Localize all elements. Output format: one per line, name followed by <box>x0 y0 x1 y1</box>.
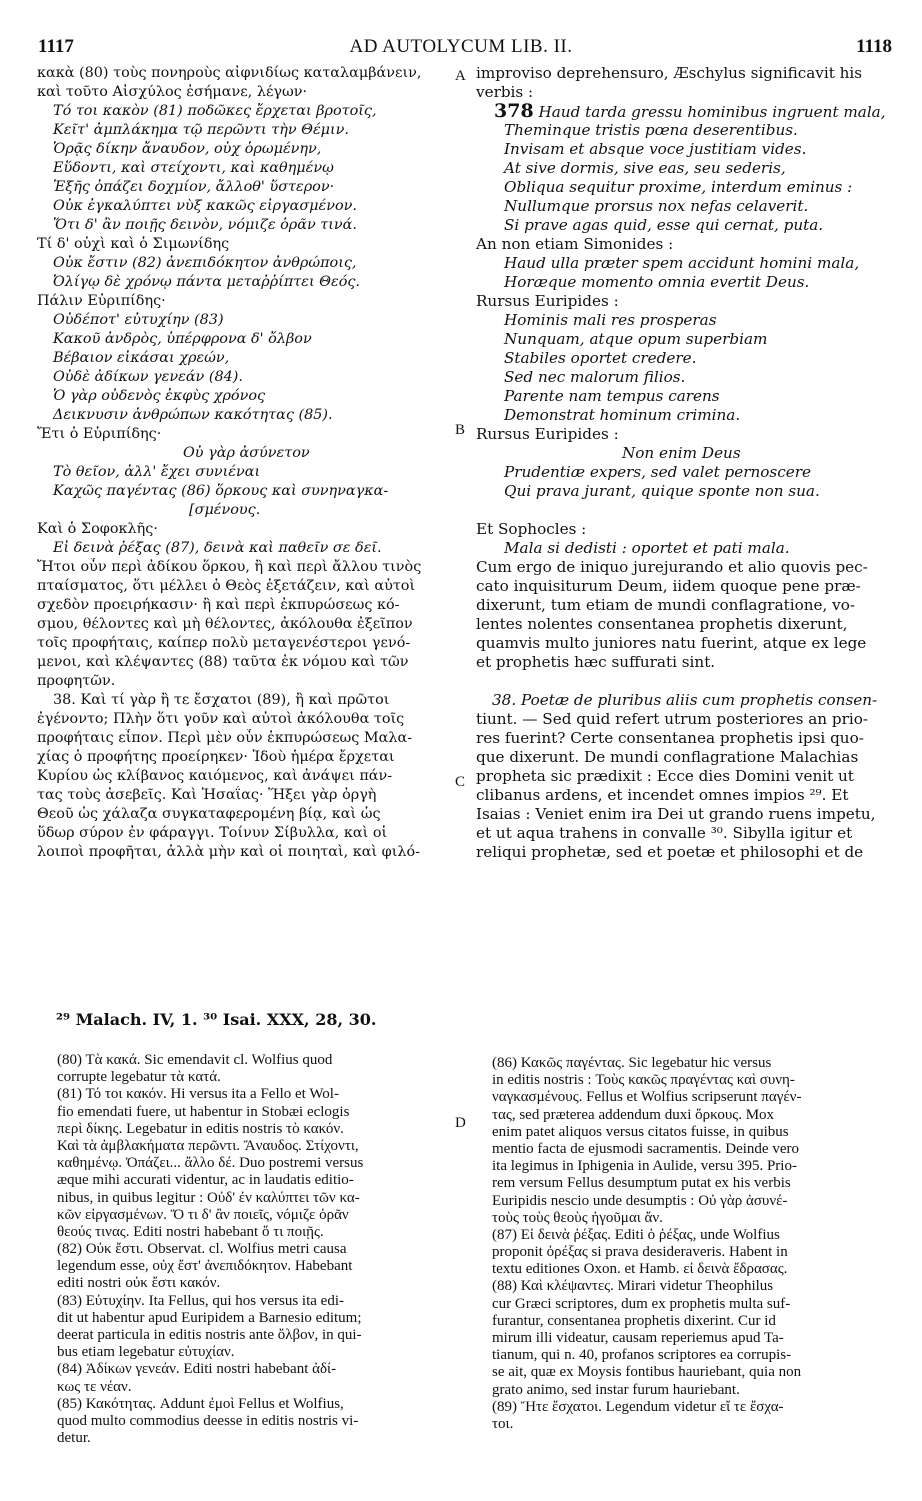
text-line: κακὰ (80) τοὺς πονηροὺς αἰφνιδίως καταλαμβάνειν, <box>37 65 422 81</box>
note-line: se ait, quæ ex Moysis fontibus hauriebant, quia non <box>492 1364 802 1381</box>
note-line: quod multo commodius deesse in editis nostris vi- <box>57 1412 359 1429</box>
text-line: Stabiles oportet credere. <box>504 349 697 367</box>
text-line: Haud ulla præter spem accidunt homini mala, <box>504 254 860 272</box>
note-line: bus etiam legebatur εὐτυχίαν. <box>57 1344 235 1361</box>
note-line: (84) Ἀδίκων γενεάν. Editi nostri habebant ἀδί- <box>57 1361 337 1378</box>
text-line: Ἔτι ὁ Εὐριπίδης· <box>37 426 162 442</box>
text-line: Οὐδὲ ἀδίκων γενεάν (84). <box>53 369 243 385</box>
note-line: καθημένῳ. Ὀπάζει... ἄλλο δέ. Duo postremi versus <box>57 1155 364 1172</box>
text-line <box>476 501 892 520</box>
text-line: Ὁρᾷς δίκην ἄναυδον, οὐχ ὁρωμένην, <box>53 141 322 157</box>
text-line: quamvis multo juniores natu fuerint, atque ex lege <box>476 634 867 652</box>
column-number: 378 <box>494 102 534 121</box>
text-line: Qui prava jurant, quique sponte non sua. <box>504 482 820 500</box>
text-line: Οὐ γὰρ ἀσύνετον <box>183 445 310 461</box>
text-line: Theminque tristis pœna deserentibus. <box>504 121 798 139</box>
text-line <box>476 672 892 691</box>
text-line: Parente nam tempus carens <box>504 387 720 405</box>
text-line: Κακοῦ ἀνδρὸς, ὑπέρφρονα δ' ὄλβον <box>53 331 312 347</box>
text-line: Invisam et absque voce justitiam vides. <box>504 140 807 158</box>
text-line: σχεδὸν προειρήκασιν· ἢ καὶ περὶ ἐκπυρώσεως κό- <box>37 597 400 613</box>
note-line: (85) Κακότητας. Addunt ἐμοὶ Fellus et Wolfius, <box>57 1395 344 1412</box>
margin-letter-a: A <box>455 68 466 84</box>
text-line: reliqui prophetæ, sed et poetæ et philosophi et de <box>476 843 864 861</box>
note-line: τοὺς τοὺς θεοὺς ἡγοῦμαι ἄν. <box>492 1209 663 1226</box>
text-line: Si prave agas quid, esse qui cernat, puta. <box>504 216 824 234</box>
text-line: Sed nec malorum filios. <box>504 368 686 386</box>
latin-text-column <box>476 64 892 862</box>
text-line: πταίσματος, ὅτι μέλλει ὁ Θεὸς ἐξετάζειν, καὶ αὐτοὶ <box>37 578 416 594</box>
text-line: Θεοῦ ὡς χάλαζα συγκαταφερομένη βίᾳ, καὶ ὡς <box>37 806 381 822</box>
margin-letter-d: D <box>455 1115 466 1131</box>
note-line: æque mihi accurati videntur, ac in laudatis editio- <box>57 1172 354 1189</box>
text-line: Ἐξῆς ὀπάζει δοχμίον, ἄλλοθ' ὕστερον· <box>53 179 335 195</box>
text-line: τοῖς προφήταις, καίπερ πολὺ μεταγενέστεροι γενό- <box>37 635 411 651</box>
note-line: in editis nostris : Τοὺς κακῶς πραγέντας καὶ συνη- <box>492 1072 795 1089</box>
margin-letter-b: B <box>455 422 466 438</box>
note-line: dit ut habentur apud Euripidem a Barnesio editum; <box>57 1309 362 1326</box>
note-line: (86) Κακῶς παγέντας. Sic legebatur hic versus <box>492 1055 772 1071</box>
note-line: grato animo, sed instar furum hauriebant. <box>492 1381 740 1398</box>
note-line: fio emendati fuere, ut habentur in Stobæi eclogis <box>57 1103 350 1120</box>
text-line: Βέβαιον εἰκάσαι χρεών, <box>53 350 230 366</box>
text-line: ἐγένοντο; Πλὴν ὅτι γοῦν καὶ αὐτοὶ ἀκόλουθα τοῖς <box>37 711 405 727</box>
note-line: corrupte legebatur τὰ κατά. <box>57 1069 221 1086</box>
text-line: Nullumque prorsus nox nefas celaverit. <box>504 197 809 215</box>
text-line: Πάλιν Εὐριπίδης· <box>37 293 166 309</box>
running-title: AD AUTOLYCUM LIB. II. <box>349 36 573 57</box>
text-line: 38. Poetæ de pluribus aliis cum prophetis consen- <box>492 691 878 709</box>
note-line: editi nostri οὐκ ἔστι κακόν. <box>57 1275 221 1292</box>
text-line: 38. Καὶ τί γὰρ ἢ τε ἔσχατοι (89), ἢ καὶ πρῶτοι <box>53 692 390 708</box>
note-line: nibus, in quibus legitur : Οὐδ' ἐν καλύπτει τῶν κα- <box>57 1189 360 1206</box>
text-line: μενοι, καὶ κλέψαντες (88) ταῦτα ἐκ νόμου καὶ τῶν <box>37 654 409 670</box>
text-line: καὶ τοῦτο Αἰσχύλος ἐσήμανε, λέγων· <box>37 84 308 100</box>
text-line: Non enim Deus <box>622 444 741 462</box>
text-line: Εὕδοντι, καὶ στείχοντι, καὶ καθημένῳ <box>53 160 334 176</box>
text-line: Ὁ γὰρ οὐδενὸς ἐκφὺς χρόνος <box>53 388 266 404</box>
note-line: περὶ δίκης. Legebatur in editis nostris τὸ κακόν. <box>57 1120 344 1137</box>
text-line: Rursus Euripides : <box>476 292 619 310</box>
text-line: Horæque momento omnia evertit Deus. <box>504 273 810 291</box>
text-line: Nunquam, atque opum superbiam <box>504 330 768 348</box>
text-line: προφητῶν. <box>37 673 116 689</box>
note-line: (81) Τό τοι κακόν. Hi versus ita a Fello et Wol- <box>57 1086 339 1103</box>
running-header <box>0 34 922 64</box>
text-line: Ἤτοι οὖν περὶ ἀδίκου ὅρκου, ἢ καὶ περὶ ἄλλου τινὸς <box>37 559 422 575</box>
text-line: dixerunt, tum etiam de mundi conflagratione, vo- <box>476 596 856 614</box>
notes-column-left <box>57 1052 469 1447</box>
text-line: et ut aqua trahens in convalle ³⁰. Sibylla igitur et <box>476 824 853 842</box>
text-line: Ὀλίγῳ δὲ χρόνῳ πάντα μεταῤῥίπτει Θεός. <box>53 274 361 290</box>
text-line: At sive dormis, sive eas, seu sederis, <box>504 159 786 177</box>
text-line: clibanus ardens, et incendet omnes impios ²⁹. Et <box>476 786 849 804</box>
note-line: textu editiones Oxon. et Hamb. εἰ δεινὰ ἔδρασας. <box>492 1261 788 1278</box>
text-line: propheta sic prædixit : Ecce dies Domini venit ut <box>476 767 854 785</box>
greek-text-column <box>37 64 462 862</box>
text-line: que dixerunt. De mundi conflagratione Malachias <box>476 748 859 766</box>
text-line: Mala si dedisti : oportet et pati mala. <box>504 539 790 557</box>
text-line: σμου, θέλοντες καὶ μὴ θέλοντες, ἀκόλουθα ἐξεῖπον <box>37 616 413 632</box>
notes-column-right <box>492 1055 898 1433</box>
note-line: detur. <box>57 1430 91 1447</box>
text-line <box>476 102 892 121</box>
note-line: (83) Εὐτυχίην. Ita Fellus, qui hos versus ita edi- <box>57 1292 344 1309</box>
scripture-footnotes: ²⁹ Malach. IV, 1. ³⁰ Isai. XXX, 28, 30. <box>56 1010 377 1029</box>
text-line: verbis : <box>476 83 534 101</box>
note-line: (87) Εἰ δεινὰ ῥέξας. Editi ὁ ῥέξας, unde Wolfius <box>492 1226 780 1243</box>
note-line: mirum illi videatur, causam reperiemus apud Ta- <box>492 1330 784 1346</box>
note-line: furantur, consentanea prophetis dixerint. Cur id <box>492 1312 776 1329</box>
text-line: Demonstrat hominum crimina. <box>504 406 741 424</box>
text-line: Obliqua sequitur proxime, interdum eminus : <box>504 178 853 196</box>
note-line: Καὶ τὰ ἀμβλακήματα περῶντι. Ἄναυδος. Στίχοντι, <box>57 1137 359 1154</box>
text-line: Εἰ δεινὰ ῥέξας (87), δεινὰ καὶ παθεῖν σε δεῖ. <box>53 540 382 556</box>
text-line: προφήταις εἶπον. Περὶ μὲν οὖν ἐκπυρώσεως Μαλα- <box>37 730 413 746</box>
text-line: Καὶ ὁ Σοφοκλῆς· <box>37 521 158 537</box>
text-line: Rursus Euripides : <box>476 425 619 443</box>
page-number-left: 1117 <box>38 36 74 57</box>
note-line: ita legimus in Iphigenia in Aulide, versu 395. Prio- <box>492 1158 797 1175</box>
text-line: Τό τοι κακὸν (81) ποδῶκες ἔρχεται βροτοῖς, <box>53 103 377 119</box>
note-line: cur Græci scriptores, dum ex prophetis multa suf- <box>492 1295 791 1312</box>
text-line: Τὸ θεῖον, ἀλλ' ἔχει συνιέναι <box>53 464 261 480</box>
text-line: res fuerint? Certe consentanea prophetis ipsi quo- <box>476 729 864 747</box>
text-line: Et Sophocles : <box>476 520 587 538</box>
text-line: Cum ergo de iniquo jurejurando et alio quovis pec- <box>476 558 868 576</box>
note-line: rem versum Fellus desumptum putat ex his verbis <box>492 1175 791 1192</box>
text-line: Κυρίου ὡς κλίβανος καιόμενος, καὶ ἀνάψει πάν- <box>37 768 393 784</box>
margin-letter-c: C <box>455 774 466 790</box>
note-line: (80) Τὰ κακά. Sic emendavit cl. Wolfius quod <box>57 1052 333 1068</box>
note-line: legendum esse, οὐχ ἔστ' ἀνεπιδόκητον. Habebant <box>57 1258 353 1275</box>
text-line: tiunt. — Sed quid refert utrum posteriores an prio- <box>476 710 869 728</box>
text-line: et prophetis hæc suffurati sint. <box>476 653 716 671</box>
text-line: improviso deprehensuro, Æschylus significavit his <box>476 64 863 82</box>
text-line: Οὐκ ἔστιν (82) ἀνεπιδόκητον ἀνθρώποις, <box>53 255 357 271</box>
text-line: Οὐκ ἐγκαλύπτει νὺξ κακῶς εἰργασμένον. <box>53 198 357 214</box>
note-line: τοι. <box>492 1415 514 1432</box>
note-line: (88) Καὶ κλέψαντες. Mirari videtur Theophilus <box>492 1278 774 1295</box>
note-line: proponit ὀρέξας si prava desideraveris. Habent in <box>492 1244 788 1261</box>
text-line: Ὅτι δ' ἂν ποιῇς δεινὸν, νόμιζε ὁρᾶν τινά. <box>53 217 357 233</box>
note-line: tianum, qui n. 40, profanos scriptores ea corrupis- <box>492 1347 792 1364</box>
page-number-right: 1118 <box>856 36 892 57</box>
text-line: Hominis mali res prosperas <box>504 311 717 329</box>
note-line: mentio facta de ejusmodi sacramentis. Deinde vero <box>492 1140 799 1157</box>
text-line: χίας ὁ προφήτης προείρηκεν· Ἰδοὺ ἡμέρα ἔρχεται <box>37 749 395 765</box>
note-line: κῶν εἰργασμένων. Ὅ τι δ' ἂν ποιεῖς, νόμιζε ὁρᾶν <box>57 1206 349 1223</box>
line-text: Haud tarda gressu hominibus ingruent mala, <box>538 103 886 121</box>
text-line: An non etiam Simonides : <box>476 235 674 253</box>
text-line: τας τοὺς ἀσεβεῖς. Καὶ Ἠσαΐας· Ἥξει γὰρ ὀργὴ <box>37 787 377 803</box>
text-line: lentes nolentes consentanea prophetis dixerunt, <box>476 615 848 633</box>
text-line: Prudentiæ expers, sed valet pernoscere <box>504 463 811 481</box>
note-line: (82) Οὐκ ἔστι. Observat. cl. Wolfius metri causa <box>57 1241 347 1258</box>
text-line: cato inquisiturum Deum, iidem quoque pene præ- <box>476 577 861 595</box>
text-line: Κεῖτ' ἀμπλάκημα τῷ περῶντι τὴν Θέμιν. <box>53 122 349 138</box>
note-line: ναγκασμένους. Fellus et Wolfius scripserunt παγέν- <box>492 1089 802 1106</box>
text-line: λοιποὶ προφῆται, ἀλλὰ μὴν καὶ οἱ ποιηταὶ, καὶ φιλό- <box>37 844 421 860</box>
note-line: κως τε νέαν. <box>57 1378 132 1395</box>
note-line: enim patet aliquos versus citatos fuisse, in quibus <box>492 1123 789 1140</box>
text-line: [σμένους. <box>189 502 261 518</box>
note-line: deerat particula in editis nostris ante ὄλβον, in qui- <box>57 1327 362 1343</box>
note-line: θεούς τινας. Editi nostri habebant ὅ τι ποιῇς. <box>57 1223 324 1240</box>
text-line: ὕδωρ σύρον ἐν φάραγγι. Τοίνυν Σίβυλλα, καὶ οἱ <box>37 825 388 841</box>
note-line: (89) Ἤτε ἔσχατοι. Legendum videtur εἴ τε ἔσχα- <box>492 1398 784 1415</box>
text-line: Δεικνυσιν ἀνθρώπων κακότητας (85). <box>53 407 333 423</box>
note-line: τας, sed præterea addendum duxi ὅρκους. Mox <box>492 1106 775 1123</box>
note-line: Euripidis nescio unde desumptis : Οὐ γὰρ ἀσυνέ- <box>492 1192 788 1209</box>
text-line: Οὐδέποτ' εὐτυχίην (83) <box>53 312 224 328</box>
text-line: Τί δ' οὐχὶ καὶ ὁ Σιμωνίδης <box>37 236 230 252</box>
text-line: Isaias : Veniet enim ira Dei ut grando ruens impetu, <box>476 805 876 823</box>
text-line: Καχῶς παγέντας (86) ὅρκους καὶ συνηναγκα- <box>53 483 389 499</box>
